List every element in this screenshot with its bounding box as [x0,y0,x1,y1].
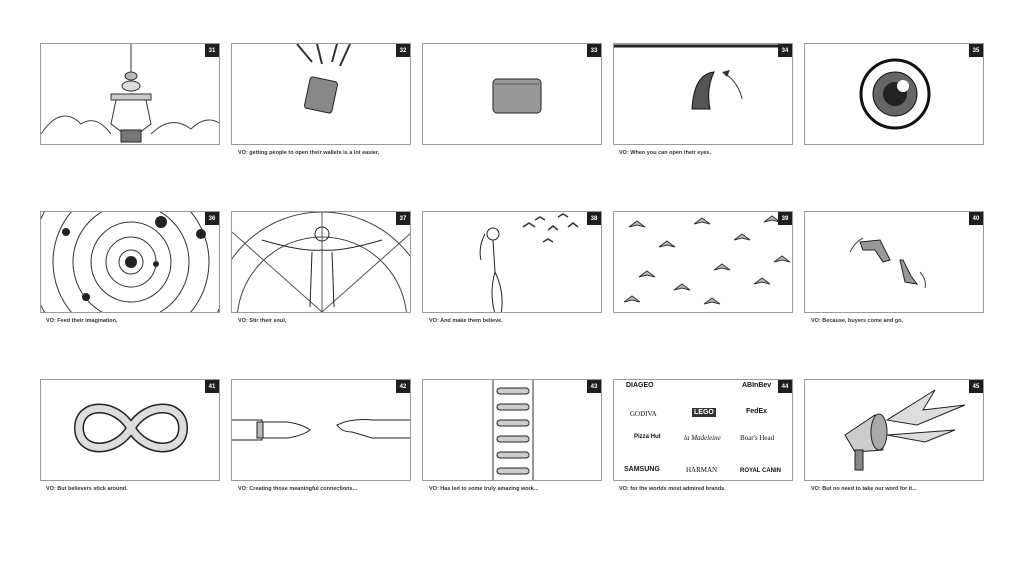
brand-logo: FedEx [746,408,768,415]
brand-logo: LEGO [694,409,714,416]
frame-number: 37 [396,212,410,225]
brand-logo: Boar's Head [740,434,775,442]
frame-number: 43 [587,380,601,393]
storyboard-frame-40 [804,211,984,313]
frame-number: 34 [778,44,792,57]
frame-caption: VO: getting people to open their wallets is a lot easier, [238,150,380,156]
frame-caption: VO: But no need to take our word for it... [811,486,917,492]
brand-logo: HARMAN [686,466,718,474]
frame-caption: VO: Creating those meaningful connections... [238,486,358,492]
brand-logo: SAMSUNG [624,466,660,473]
brand-logos [614,380,792,480]
frame-number: 32 [396,44,410,57]
claw-wallet-icon [232,44,411,145]
frame-number: 38 [587,212,601,225]
storyboard-frame-44 [613,379,793,481]
frame-caption: VO: Stir their soul, [238,318,287,324]
storyboard-frame-35 [804,43,984,145]
solar-system-icon [41,212,220,313]
brand-logo: DIAGEO [626,382,654,389]
storyboard-frame-36 [40,211,220,313]
storyboard-frame-39 [613,211,793,313]
mobile-sculpture-icon [41,44,220,145]
frame-caption: VO: When you can open their eyes, [619,150,711,156]
eye-icon [805,44,984,145]
flock-of-birds-icon [614,212,793,313]
frame-caption: VO: But believers stick around. [46,486,128,492]
arrows-icon [805,212,984,313]
frame-caption: VO: Feed their imagination, [46,318,118,324]
eye-opening-icon [614,44,793,145]
brand-logo: ABInBev [742,382,772,389]
megaphone-icon [805,380,984,481]
vitruvian-figure-icon [232,212,411,313]
reaching-hands-icon [232,380,411,481]
storyboard-frame-38 [422,211,602,313]
frame-caption: VO: for the worlds most admired brands. [619,486,726,492]
infinity-icon [41,380,220,481]
frame-number: 45 [969,380,983,393]
brand-logo: GODIVA [630,410,657,418]
storyboard-frame-37 [231,211,411,313]
storyboard-frame-41 [40,379,220,481]
woman-birds-icon [423,212,602,313]
frame-number: 41 [205,380,219,393]
storyboard-frame-32 [231,43,411,145]
frame-number: 36 [205,212,219,225]
frame-caption: VO: Has led to some truly amazing work... [429,486,539,492]
storyboard-frame-42 [231,379,411,481]
storyboard-frame-33 [422,43,602,145]
frame-caption: VO: And make them believe. [429,318,503,324]
frame-number: 31 [205,44,219,57]
handshake-chain-icon [423,380,602,481]
frame-number: 39 [778,212,792,225]
storyboard-frame-31 [40,43,220,145]
storyboard-frame-45 [804,379,984,481]
frame-number: 35 [969,44,983,57]
brand-logo: Pizza Hut [634,434,661,440]
brand-logo: la Madeleine [684,434,721,442]
frame-number: 33 [587,44,601,57]
frame-number: 42 [396,380,410,393]
brand-logo: ROYAL CANIN [740,468,782,474]
frame-number: 44 [778,380,792,393]
frame-number: 40 [969,212,983,225]
storyboard-frame-43 [422,379,602,481]
wallet-icon [423,44,602,145]
storyboard-frame-34 [613,43,793,145]
frame-caption: VO: Because, buyers come and go, [811,318,904,324]
